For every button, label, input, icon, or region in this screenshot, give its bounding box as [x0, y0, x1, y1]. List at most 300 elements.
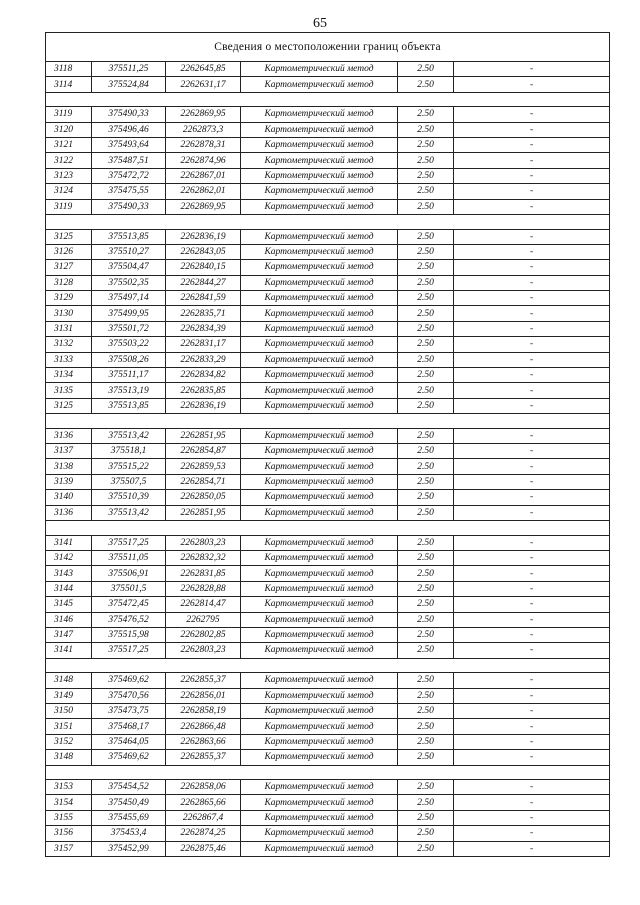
accuracy-cell: 2.50	[398, 306, 454, 321]
method-cell: Картометрический метод	[241, 566, 398, 581]
point-number-cell: 3157	[46, 841, 92, 856]
x-coordinate-cell: 375503,22	[92, 337, 166, 352]
x-coordinate-cell: 375510,27	[92, 244, 166, 259]
method-cell: Картометрический метод	[241, 444, 398, 459]
y-coordinate-cell: 2262835,85	[166, 383, 241, 398]
method-cell: Картометрический метод	[241, 229, 398, 244]
point-number-cell: 3125	[46, 398, 92, 413]
table-row	[46, 428, 610, 443]
description-cell: -	[454, 826, 610, 841]
accuracy-cell: 2.50	[398, 260, 454, 275]
x-coordinate-cell: 375472,72	[92, 168, 166, 183]
y-coordinate-cell: 2262858,06	[166, 780, 241, 795]
method-cell: Картометрический метод	[241, 780, 398, 795]
y-coordinate-cell: 2262844,27	[166, 275, 241, 290]
x-coordinate-cell: 375511,25	[92, 62, 166, 77]
method-cell: Картометрический метод	[241, 643, 398, 658]
method-cell: Картометрический метод	[241, 688, 398, 703]
accuracy-cell: 2.50	[398, 229, 454, 244]
method-cell: Картометрический метод	[241, 352, 398, 367]
accuracy-cell: 2.50	[398, 673, 454, 688]
point-number-cell: 3134	[46, 368, 92, 383]
y-coordinate-cell: 2262631,17	[166, 77, 241, 92]
description-cell: -	[454, 719, 610, 734]
accuracy-cell: 2.50	[398, 566, 454, 581]
method-cell: Картометрический метод	[241, 673, 398, 688]
method-cell: Картометрический метод	[241, 428, 398, 443]
x-coordinate-cell: 375506,91	[92, 566, 166, 581]
table-row	[46, 260, 610, 275]
table-row	[46, 581, 610, 596]
point-number-cell: 3118	[46, 62, 92, 77]
point-number-cell: 3133	[46, 352, 92, 367]
table-row	[46, 62, 610, 77]
point-number-cell: 3123	[46, 168, 92, 183]
description-cell: -	[454, 428, 610, 443]
accuracy-cell: 2.50	[398, 688, 454, 703]
method-cell: Картометрический метод	[241, 703, 398, 718]
y-coordinate-cell: 2262828,88	[166, 581, 241, 596]
accuracy-cell: 2.50	[398, 780, 454, 795]
accuracy-cell: 2.50	[398, 62, 454, 77]
x-coordinate-cell: 375517,25	[92, 643, 166, 658]
table-row	[46, 122, 610, 137]
description-cell: -	[454, 597, 610, 612]
x-coordinate-cell: 375469,62	[92, 750, 166, 765]
description-cell: -	[454, 77, 610, 92]
x-coordinate-cell: 375499,95	[92, 306, 166, 321]
accuracy-cell: 2.50	[398, 352, 454, 367]
table-row	[46, 244, 610, 259]
table-row	[46, 734, 610, 749]
y-coordinate-cell: 2262866,48	[166, 719, 241, 734]
description-cell: -	[454, 62, 610, 77]
method-cell: Картометрический метод	[241, 841, 398, 856]
table-row	[46, 184, 610, 199]
separator-cell	[46, 765, 610, 780]
point-number-cell: 3150	[46, 703, 92, 718]
y-coordinate-cell: 2262867,4	[166, 810, 241, 825]
table-row	[46, 474, 610, 489]
description-cell: -	[454, 734, 610, 749]
description-cell: -	[454, 337, 610, 352]
table-row	[46, 199, 610, 214]
description-cell: -	[454, 199, 610, 214]
point-number-cell: 3153	[46, 780, 92, 795]
method-cell: Картометрический метод	[241, 122, 398, 137]
table-row	[46, 688, 610, 703]
table-row	[46, 306, 610, 321]
separator-cell	[46, 521, 610, 536]
table-row	[46, 490, 610, 505]
description-cell: -	[454, 122, 610, 137]
description-cell: -	[454, 581, 610, 596]
accuracy-cell: 2.50	[398, 474, 454, 489]
x-coordinate-cell: 375454,52	[92, 780, 166, 795]
accuracy-cell: 2.50	[398, 291, 454, 306]
y-coordinate-cell: 2262863,66	[166, 734, 241, 749]
x-coordinate-cell: 375511,17	[92, 368, 166, 383]
method-cell: Картометрический метод	[241, 459, 398, 474]
y-coordinate-cell: 2262841,59	[166, 291, 241, 306]
table-row	[46, 550, 610, 565]
accuracy-cell: 2.50	[398, 627, 454, 642]
point-number-cell: 3119	[46, 199, 92, 214]
point-number-cell: 3143	[46, 566, 92, 581]
table-row	[46, 643, 610, 658]
method-cell: Картометрический метод	[241, 199, 398, 214]
description-cell: -	[454, 566, 610, 581]
description-cell: -	[454, 535, 610, 550]
y-coordinate-cell: 2262878,31	[166, 138, 241, 153]
description-cell: -	[454, 750, 610, 765]
accuracy-cell: 2.50	[398, 138, 454, 153]
x-coordinate-cell: 375472,45	[92, 597, 166, 612]
x-coordinate-cell: 375504,47	[92, 260, 166, 275]
description-cell: -	[454, 780, 610, 795]
point-number-cell: 3136	[46, 428, 92, 443]
method-cell: Картометрический метод	[241, 62, 398, 77]
group-separator-row	[46, 92, 610, 107]
accuracy-cell: 2.50	[398, 535, 454, 550]
y-coordinate-cell: 2262851,95	[166, 428, 241, 443]
y-coordinate-cell: 2262854,87	[166, 444, 241, 459]
accuracy-cell: 2.50	[398, 810, 454, 825]
x-coordinate-cell: 375473,75	[92, 703, 166, 718]
y-coordinate-cell: 2262645,85	[166, 62, 241, 77]
description-cell: -	[454, 275, 610, 290]
x-coordinate-cell: 375513,85	[92, 398, 166, 413]
accuracy-cell: 2.50	[398, 244, 454, 259]
y-coordinate-cell: 2262836,19	[166, 398, 241, 413]
y-coordinate-cell: 2262873,3	[166, 122, 241, 137]
y-coordinate-cell: 2262869,95	[166, 107, 241, 122]
point-number-cell: 3146	[46, 612, 92, 627]
point-number-cell: 3121	[46, 138, 92, 153]
y-coordinate-cell: 2262840,15	[166, 260, 241, 275]
method-cell: Картометрический метод	[241, 597, 398, 612]
table-row	[46, 368, 610, 383]
description-cell: -	[454, 291, 610, 306]
y-coordinate-cell: 2262831,85	[166, 566, 241, 581]
accuracy-cell: 2.50	[398, 153, 454, 168]
group-separator-row	[46, 658, 610, 673]
description-cell: -	[454, 550, 610, 565]
description-cell: -	[454, 138, 610, 153]
table-row	[46, 795, 610, 810]
table-row	[46, 153, 610, 168]
accuracy-cell: 2.50	[398, 795, 454, 810]
point-number-cell: 3124	[46, 184, 92, 199]
x-coordinate-cell: 375475,55	[92, 184, 166, 199]
x-coordinate-cell: 375450,49	[92, 795, 166, 810]
description-cell: -	[454, 459, 610, 474]
method-cell: Картометрический метод	[241, 138, 398, 153]
accuracy-cell: 2.50	[398, 612, 454, 627]
separator-cell	[46, 215, 610, 230]
method-cell: Картометрический метод	[241, 719, 398, 734]
method-cell: Картометрический метод	[241, 244, 398, 259]
table-body	[46, 33, 610, 857]
x-coordinate-cell: 375513,85	[92, 229, 166, 244]
point-number-cell: 3132	[46, 337, 92, 352]
x-coordinate-cell: 375501,72	[92, 321, 166, 336]
group-separator-row	[46, 521, 610, 536]
table-row	[46, 383, 610, 398]
accuracy-cell: 2.50	[398, 122, 454, 137]
description-cell: -	[454, 260, 610, 275]
x-coordinate-cell: 375455,69	[92, 810, 166, 825]
description-cell: -	[454, 368, 610, 383]
x-coordinate-cell: 375511,05	[92, 550, 166, 565]
method-cell: Картометрический метод	[241, 184, 398, 199]
method-cell: Картометрический метод	[241, 612, 398, 627]
description-cell: -	[454, 107, 610, 122]
point-number-cell: 3152	[46, 734, 92, 749]
method-cell: Картометрический метод	[241, 581, 398, 596]
description-cell: -	[454, 688, 610, 703]
group-separator-row	[46, 765, 610, 780]
point-number-cell: 3130	[46, 306, 92, 321]
table-row	[46, 107, 610, 122]
accuracy-cell: 2.50	[398, 505, 454, 520]
accuracy-cell: 2.50	[398, 750, 454, 765]
accuracy-cell: 2.50	[398, 321, 454, 336]
table-row	[46, 459, 610, 474]
point-number-cell: 3151	[46, 719, 92, 734]
description-cell: -	[454, 474, 610, 489]
description-cell: -	[454, 352, 610, 367]
point-number-cell: 3120	[46, 122, 92, 137]
accuracy-cell: 2.50	[398, 841, 454, 856]
y-coordinate-cell: 2262854,71	[166, 474, 241, 489]
table-row	[46, 535, 610, 550]
method-cell: Картометрический метод	[241, 168, 398, 183]
description-cell: -	[454, 444, 610, 459]
point-number-cell: 3147	[46, 627, 92, 642]
point-number-cell: 3145	[46, 597, 92, 612]
accuracy-cell: 2.50	[398, 643, 454, 658]
accuracy-cell: 2.50	[398, 444, 454, 459]
method-cell: Картометрический метод	[241, 535, 398, 550]
description-cell: -	[454, 612, 610, 627]
x-coordinate-cell: 375452,99	[92, 841, 166, 856]
y-coordinate-cell: 2262850,05	[166, 490, 241, 505]
description-cell: -	[454, 841, 610, 856]
point-number-cell: 3148	[46, 750, 92, 765]
table-row	[46, 229, 610, 244]
accuracy-cell: 2.50	[398, 184, 454, 199]
point-number-cell: 3128	[46, 275, 92, 290]
table-row	[46, 337, 610, 352]
y-coordinate-cell: 2262814,47	[166, 597, 241, 612]
x-coordinate-cell: 375476,52	[92, 612, 166, 627]
accuracy-cell: 2.50	[398, 490, 454, 505]
x-coordinate-cell: 375487,51	[92, 153, 166, 168]
accuracy-cell: 2.50	[398, 77, 454, 92]
y-coordinate-cell: 2262851,95	[166, 505, 241, 520]
accuracy-cell: 2.50	[398, 550, 454, 565]
point-number-cell: 3114	[46, 77, 92, 92]
table-row	[46, 612, 610, 627]
y-coordinate-cell: 2262832,32	[166, 550, 241, 565]
x-coordinate-cell: 375468,17	[92, 719, 166, 734]
y-coordinate-cell: 2262867,01	[166, 168, 241, 183]
method-cell: Картометрический метод	[241, 550, 398, 565]
separator-cell	[46, 658, 610, 673]
accuracy-cell: 2.50	[398, 368, 454, 383]
description-cell: -	[454, 643, 610, 658]
accuracy-cell: 2.50	[398, 581, 454, 596]
method-cell: Картометрический метод	[241, 260, 398, 275]
y-coordinate-cell: 2262855,37	[166, 673, 241, 688]
point-number-cell: 3131	[46, 321, 92, 336]
y-coordinate-cell: 2262869,95	[166, 199, 241, 214]
table-row	[46, 444, 610, 459]
y-coordinate-cell: 2262875,46	[166, 841, 241, 856]
table-row	[46, 291, 610, 306]
accuracy-cell: 2.50	[398, 168, 454, 183]
table-row	[46, 168, 610, 183]
description-cell: -	[454, 153, 610, 168]
table-row	[46, 780, 610, 795]
point-number-cell: 3129	[46, 291, 92, 306]
description-cell: -	[454, 321, 610, 336]
x-coordinate-cell: 375469,62	[92, 673, 166, 688]
method-cell: Картометрический метод	[241, 275, 398, 290]
table-row	[46, 597, 610, 612]
x-coordinate-cell: 375501,5	[92, 581, 166, 596]
method-cell: Картометрический метод	[241, 734, 398, 749]
point-number-cell: 3137	[46, 444, 92, 459]
y-coordinate-cell: 2262835,71	[166, 306, 241, 321]
y-coordinate-cell: 2262874,96	[166, 153, 241, 168]
table-row	[46, 566, 610, 581]
accuracy-cell: 2.50	[398, 275, 454, 290]
point-number-cell: 3154	[46, 795, 92, 810]
y-coordinate-cell: 2262803,23	[166, 535, 241, 550]
method-cell: Картометрический метод	[241, 77, 398, 92]
point-number-cell: 3127	[46, 260, 92, 275]
point-number-cell: 3138	[46, 459, 92, 474]
method-cell: Картометрический метод	[241, 505, 398, 520]
table-row	[46, 627, 610, 642]
y-coordinate-cell: 2262862,01	[166, 184, 241, 199]
description-cell: -	[454, 795, 610, 810]
y-coordinate-cell: 2262843,05	[166, 244, 241, 259]
x-coordinate-cell: 375513,42	[92, 428, 166, 443]
x-coordinate-cell: 375513,19	[92, 383, 166, 398]
point-number-cell: 3149	[46, 688, 92, 703]
x-coordinate-cell: 375515,98	[92, 627, 166, 642]
description-cell: -	[454, 244, 610, 259]
table-caption: Сведения о местоположении границ объекта	[46, 33, 610, 62]
method-cell: Картометрический метод	[241, 153, 398, 168]
point-number-cell: 3148	[46, 673, 92, 688]
x-coordinate-cell: 375513,42	[92, 505, 166, 520]
accuracy-cell: 2.50	[398, 428, 454, 443]
accuracy-cell: 2.50	[398, 398, 454, 413]
accuracy-cell: 2.50	[398, 459, 454, 474]
table-row	[46, 352, 610, 367]
accuracy-cell: 2.50	[398, 383, 454, 398]
group-separator-row	[46, 414, 610, 429]
table-row	[46, 703, 610, 718]
table-row	[46, 398, 610, 413]
table-row	[46, 77, 610, 92]
x-coordinate-cell: 375464,05	[92, 734, 166, 749]
method-cell: Картометрический метод	[241, 291, 398, 306]
table-row	[46, 750, 610, 765]
x-coordinate-cell: 375507,5	[92, 474, 166, 489]
table-row	[46, 673, 610, 688]
separator-cell	[46, 92, 610, 107]
point-number-cell: 3119	[46, 107, 92, 122]
y-coordinate-cell: 2262874,25	[166, 826, 241, 841]
y-coordinate-cell: 2262833,29	[166, 352, 241, 367]
y-coordinate-cell: 2262831,17	[166, 337, 241, 352]
description-cell: -	[454, 383, 610, 398]
y-coordinate-cell: 2262855,37	[166, 750, 241, 765]
x-coordinate-cell: 375493,64	[92, 138, 166, 153]
x-coordinate-cell: 375496,46	[92, 122, 166, 137]
y-coordinate-cell: 2262802,85	[166, 627, 241, 642]
x-coordinate-cell: 375510,39	[92, 490, 166, 505]
table-row	[46, 719, 610, 734]
table-row	[46, 810, 610, 825]
accuracy-cell: 2.50	[398, 734, 454, 749]
method-cell: Картометрический метод	[241, 490, 398, 505]
description-cell: -	[454, 703, 610, 718]
separator-cell	[46, 414, 610, 429]
x-coordinate-cell: 375453,4	[92, 826, 166, 841]
method-cell: Картометрический метод	[241, 750, 398, 765]
y-coordinate-cell: 2262834,82	[166, 368, 241, 383]
method-cell: Картометрический метод	[241, 368, 398, 383]
description-cell: -	[454, 306, 610, 321]
x-coordinate-cell: 375497,14	[92, 291, 166, 306]
method-cell: Картометрический метод	[241, 306, 398, 321]
accuracy-cell: 2.50	[398, 703, 454, 718]
point-number-cell: 3141	[46, 535, 92, 550]
point-number-cell: 3140	[46, 490, 92, 505]
x-coordinate-cell: 375470,56	[92, 688, 166, 703]
table-row	[46, 275, 610, 290]
method-cell: Картометрический метод	[241, 795, 398, 810]
caption-row	[46, 33, 610, 62]
y-coordinate-cell: 2262803,23	[166, 643, 241, 658]
x-coordinate-cell: 375508,26	[92, 352, 166, 367]
page-number: 65	[313, 16, 327, 31]
y-coordinate-cell: 2262834,39	[166, 321, 241, 336]
method-cell: Картометрический метод	[241, 810, 398, 825]
method-cell: Картометрический метод	[241, 474, 398, 489]
group-separator-row	[46, 215, 610, 230]
point-number-cell: 3142	[46, 550, 92, 565]
x-coordinate-cell: 375524,84	[92, 77, 166, 92]
y-coordinate-cell: 2262859,53	[166, 459, 241, 474]
y-coordinate-cell: 2262795	[166, 612, 241, 627]
y-coordinate-cell: 2262856,01	[166, 688, 241, 703]
boundary-coordinates-table	[45, 32, 610, 857]
x-coordinate-cell: 375518,1	[92, 444, 166, 459]
method-cell: Картометрический метод	[241, 321, 398, 336]
description-cell: -	[454, 184, 610, 199]
method-cell: Картометрический метод	[241, 337, 398, 352]
description-cell: -	[454, 398, 610, 413]
table-row	[46, 321, 610, 336]
point-number-cell: 3141	[46, 643, 92, 658]
